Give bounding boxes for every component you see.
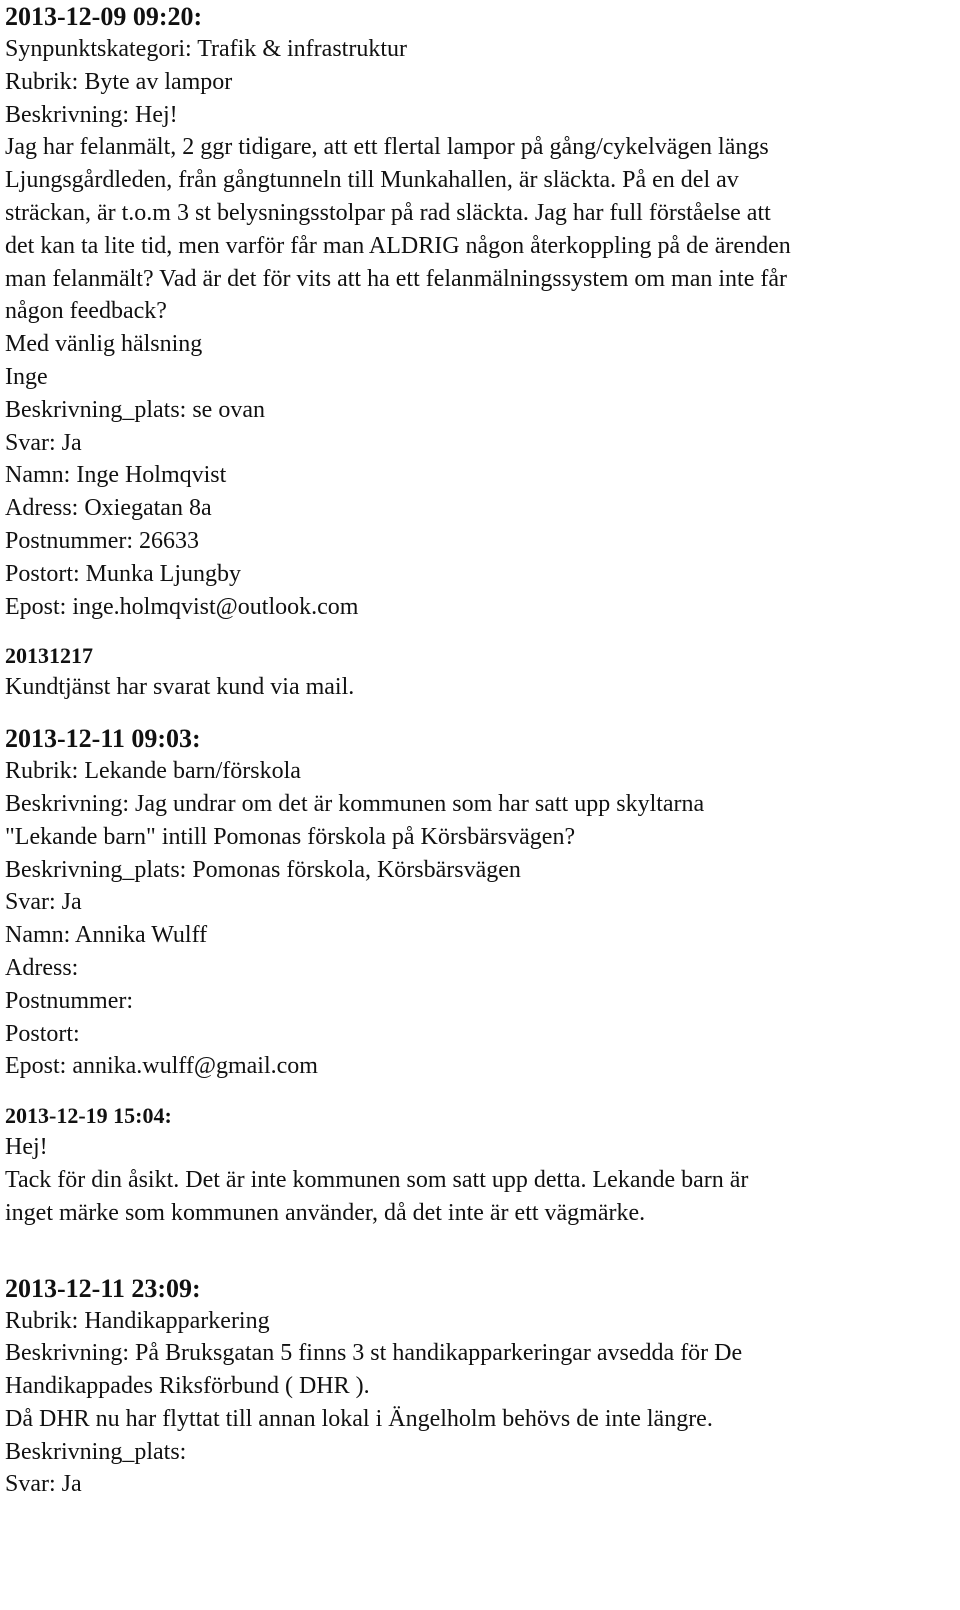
entry-line: Handikappades Riksförbund ( DHR ). [5, 1373, 370, 1400]
entry-line: Beskrivning: Jag undrar om det är kommunen som har satt upp skyltarna [5, 790, 705, 817]
entry-line: Rubrik: Lekande barn/förskola [5, 758, 301, 785]
reply-line: Kundtjänst har svarat kund via mail. [5, 674, 355, 701]
entry-heading: 2013-12-11 23:09: [5, 1273, 201, 1303]
entry-line: Adress: [5, 954, 79, 981]
entry-line: Då DHR nu har flyttat till annan lokal i Ängelholm behövs de inte längre. [5, 1405, 713, 1432]
entry-line: Postnummer: [5, 987, 134, 1014]
entry-heading: 2013-12-11 09:03: [5, 724, 201, 754]
entry-line: Postnummer: 26633 [5, 527, 200, 554]
entry-line: Synpunktskategori: Trafik & infrastruktur [5, 36, 407, 62]
entry-line: Jag har felanmält, 2 ggr tidigare, att ett flertal lampor på gång/cykelvägen längs [5, 134, 769, 161]
entry-line: Svar: Ja [5, 1471, 82, 1498]
reply-line: Tack för din åsikt. Det är inte kommunen som satt upp detta. Lekande barn är [5, 1166, 749, 1193]
entry-line: Epost: inge.holmqvist@outlook.com [5, 593, 359, 620]
entry-line: Beskrivning_plats: se ovan [5, 396, 265, 423]
entry-line: Postort: [5, 1020, 80, 1047]
entry-line: Beskrivning_plats: Pomonas förskola, Körsbärsvägen [5, 856, 521, 883]
entry-line: Namn: Annika Wulff [5, 922, 208, 949]
entry-line: Svar: Ja [5, 429, 82, 456]
entry-line: Rubrik: Handikapparkering [5, 1307, 270, 1334]
entry-line: Adress: Oxiegatan 8a [5, 495, 212, 522]
entry-line: Postort: Munka Ljungby [5, 560, 242, 587]
entry-line: någon feedback? [5, 298, 167, 325]
entry-line: Beskrivning_plats: [5, 1438, 187, 1465]
entry-line: Med vänlig hälsning [5, 331, 203, 358]
reply-heading: 2013-12-19 15:04: [5, 1103, 172, 1129]
entry-line: Namn: Inge Holmqvist [5, 462, 227, 489]
entry-line: Beskrivning: Hej! [5, 101, 178, 128]
entry-line: Ljungsgårdleden, från gångtunneln till Munkahallen, är släckta. På en del av [5, 167, 739, 194]
entry-line: det kan ta lite tid, men varför får man ALDRIG någon återkoppling på de ärenden [5, 232, 791, 259]
entry-line: Inge [5, 363, 48, 390]
entry-heading: 2013-12-09 09:20: [5, 2, 203, 31]
entry-line: "Lekande barn" intill Pomonas förskola på Körsbärsvägen? [5, 823, 576, 850]
entry-line: Svar: Ja [5, 889, 82, 916]
entry-line: sträckan, är t.o.m 3 st belysningsstolpar på rad släckta. Jag har full förståelse att [5, 199, 771, 226]
reply-heading: 20131217 [5, 643, 93, 669]
reply-line: inget märke som kommunen använder, då det inte är ett vägmärke. [5, 1199, 646, 1226]
entry-line: Beskrivning: På Bruksgatan 5 finns 3 st handikapparkeringar avsedda för De [5, 1340, 743, 1367]
entry-line: Epost: annika.wulff@gmail.com [5, 1053, 318, 1080]
entry-line: man felanmält? Vad är det för vits att ha ett felanmälningssystem om man inte får [5, 265, 787, 292]
reply-line: Hej! [5, 1134, 48, 1161]
entry-line: Rubrik: Byte av lampor [5, 68, 233, 95]
